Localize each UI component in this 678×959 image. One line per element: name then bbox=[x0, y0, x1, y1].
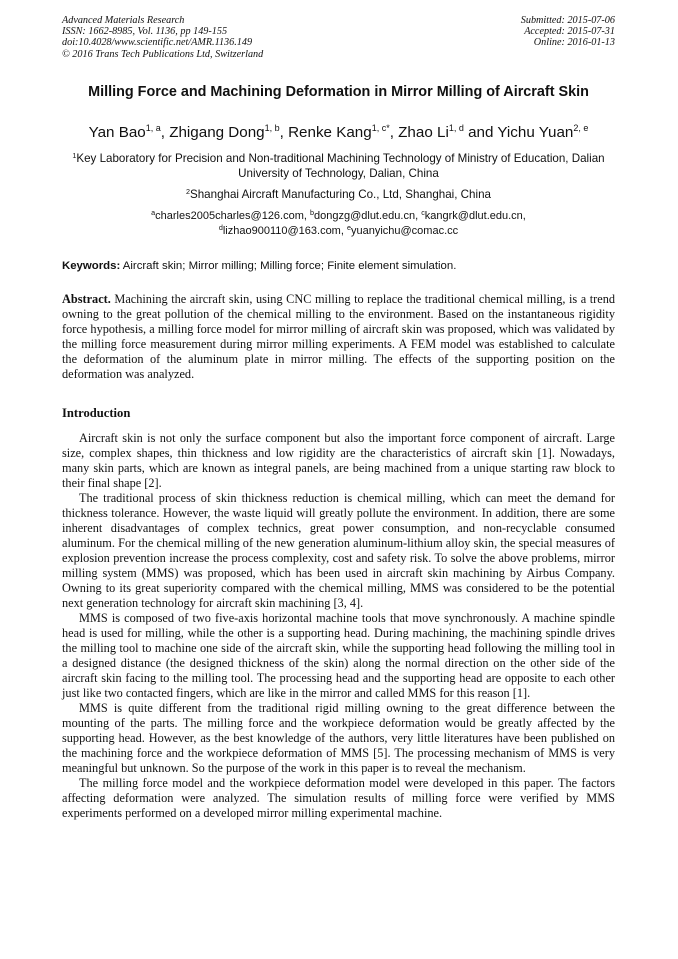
email-line bbox=[62, 209, 615, 224]
section-heading-introduction: Introduction bbox=[62, 406, 131, 420]
journal-doi[interactable]: doi:10.4028/www.scientific.net/AMR.1136.149 bbox=[62, 37, 253, 49]
email-sup: c bbox=[421, 208, 425, 217]
journal-copyright: © 2016 Trans Tech Publications Ltd, Switzerland bbox=[62, 48, 264, 60]
paragraph: MMS is composed of two five-axis horizontal machine tools that move synchronously. A machine spindle head is used for milling, while the other is a supporting head. During machining, the machining spindle drives the milling tool to machine one side of the aircraft skin, while the supporting head following the milling tool in a designed distance (the designed thickness of the skin) along the normal direction on the other side of the aircraft skin facing to the milling tool. The processing head and the supporting head are opposite to each other just like two contacted fingers, which are like in the mirror and called MMS for this reason [1]. bbox=[62, 611, 615, 700]
author-name: Zhao Li bbox=[398, 124, 449, 141]
journal-name: Advanced Materials Research bbox=[62, 15, 185, 26]
author-name: Yichu Yuan bbox=[497, 124, 574, 141]
author-sep: , bbox=[160, 124, 170, 141]
affiliation-2 bbox=[62, 188, 615, 203]
paragraph: The traditional process of skin thickness reduction is chemical milling, which can meet the demand for thickness tolerance. However, the waste liquid will greatly pollute the environment. In addition, there are some inherent disadvantages of complex technics, great power consumption, and non-recyclable consumed aluminum. For the chemical milling of the new generation aluminum-lithium alloy skin, the special measures of explosion prevention increase the process complexity, cost and safety risk. To solve the above problems, mirror milling system (MMS) was proposed, which has been used in aircraft skin machining by Airbus Company. Owning to its great superiority compared with the chemical milling, MMS was considered to be the potential next generation technology for aircraft skin machining [3, 4]. bbox=[62, 491, 615, 610]
email-sup: d bbox=[218, 222, 223, 232]
author-sup: 1, d bbox=[448, 123, 464, 133]
accepted-date: Accepted: 2015-07-31 bbox=[524, 26, 615, 38]
author-sup: 1, a bbox=[145, 123, 161, 133]
publication-dates bbox=[521, 15, 615, 49]
email-link[interactable]: yuanyichu@comac.cc bbox=[350, 224, 459, 237]
author-sup: 2, e bbox=[573, 123, 589, 133]
affiliation-sup: 2 bbox=[186, 187, 190, 196]
abstract-label: Abstract. bbox=[62, 292, 111, 306]
email-link[interactable]: dongzg@dlut.edu.cn, bbox=[314, 210, 422, 222]
abstract bbox=[62, 292, 615, 382]
email-sup: e bbox=[346, 222, 351, 232]
author-name: Renke Kang bbox=[288, 124, 372, 141]
keywords-text: Aircraft skin; Mirror milling; Milling force; Finite element simulation. bbox=[120, 260, 457, 272]
author-list bbox=[62, 123, 615, 142]
journal-info bbox=[62, 15, 263, 60]
affiliation-text: Shanghai Aircraft Manufacturing Co., Ltd, Shanghai, China bbox=[190, 188, 491, 201]
online-date: Online: 2016-01-13 bbox=[533, 37, 615, 49]
abstract-text: Machining the aircraft skin, using CNC milling to replace the traditional chemical milling, is a trend owning to the great pollution of the chemical milling to the environment. Based on the instantaneous rigidity force hypothesis, a milling force model for mirror milling of aircraft skin was proposed, which was validated by the milling force measurement during mirror milling experiments. A FEM model was established to calculate the deformation of the aluminum plate in mirror milling. The effects of the supporting position on the deformation was analyzed. bbox=[62, 292, 615, 381]
email-link[interactable]: kangrk@dlut.edu.cn, bbox=[424, 210, 526, 222]
paragraph: Aircraft skin is not only the surface component but also the important force component of aircraft. Large size, complex shapes, thin thickness and low rigidity are the characteristics of aircraft skin [1]. Nowadays, many skin parts, which are known as integral panels, are being machined from a unique starting raw block to their final shape [2]. bbox=[62, 431, 615, 490]
author-sep: and bbox=[463, 124, 498, 141]
submitted-date: Submitted: 2015-07-06 bbox=[520, 15, 615, 26]
email-sup: a bbox=[151, 208, 156, 217]
journal-issn: ISSN: 1662-8985, Vol. 1136, pp 149-155 bbox=[62, 26, 228, 38]
affiliation-text: Key Laboratory for Precision and Non-traditional Machining Technology of Ministry of Education, Dalian University of Technology, Dalian, China bbox=[76, 152, 605, 180]
author-emails bbox=[62, 209, 615, 238]
author-sup: 1, c* bbox=[371, 123, 390, 133]
email-sup: b bbox=[310, 208, 314, 217]
author-name: Yan Bao bbox=[88, 124, 146, 141]
keywords-label: Keywords: bbox=[62, 260, 121, 272]
author-sup: 1, b bbox=[264, 123, 280, 133]
author-sep: , bbox=[389, 124, 399, 141]
author-sep: , bbox=[279, 124, 289, 141]
paragraph: The milling force model and the workpiece deformation model were developed in this paper. The factors affecting deformation were analyzed. The simulation results of milling force were verified by MMS experiments performed on a developed mirror milling experimental machine. bbox=[62, 776, 615, 820]
email-link[interactable]: charles2005charles@126.com, bbox=[155, 210, 310, 222]
paper-title: Milling Force and Machining Deformation in Mirror Milling of Aircraft Skin bbox=[88, 84, 589, 100]
introduction-body bbox=[62, 431, 615, 821]
affiliation-sup: 1 bbox=[72, 151, 77, 160]
keywords bbox=[62, 259, 615, 273]
paragraph: MMS is quite different from the traditional rigid milling owning to the great difference between the mounting of the parts. The milling force and the workpiece deformation would be greatly affected by the supporting head. However, as the best knowledge of the authors, very little literatures have been published on the machining force and the workpiece deformation of MMS [5]. The processing mechanism of MMS is very meaningful but unknown. So the purpose of the work in this paper is to reveal the mechanism. bbox=[62, 701, 615, 775]
email-link[interactable]: lizhao900110@163.com, bbox=[222, 224, 347, 237]
affiliation-1 bbox=[62, 152, 615, 181]
author-name: Zhigang Dong bbox=[169, 124, 265, 141]
email-line bbox=[62, 224, 615, 239]
